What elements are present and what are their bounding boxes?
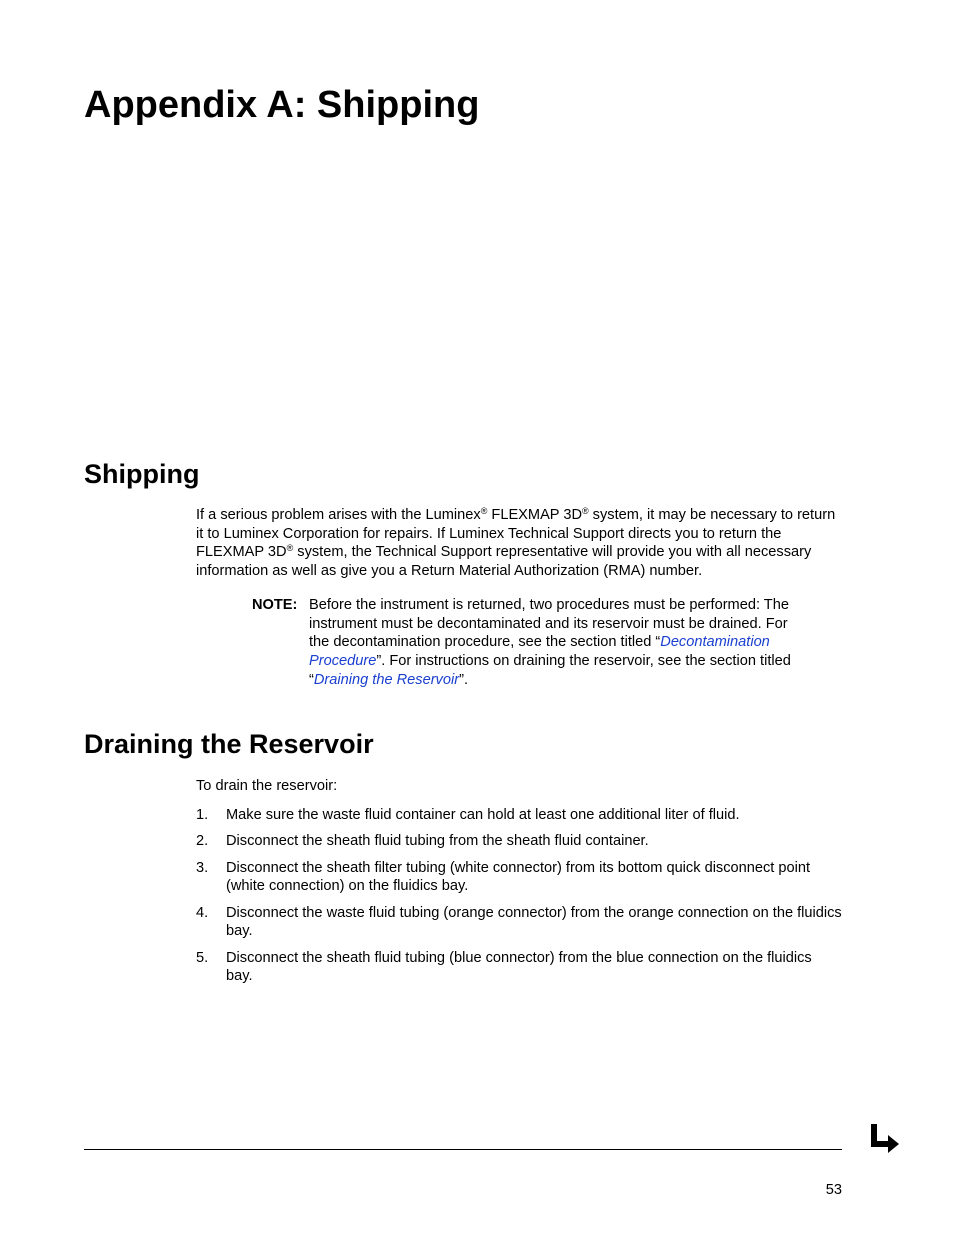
shipping-text-4: system, the Technical Support representative will provide you with all necessary information as well as give you a Return Material Authorization (RMA) number. [196, 544, 812, 580]
note-text-2: ”. For instructions on draining the reservoir, see the section titled “ [309, 653, 791, 688]
step-text: Disconnect the waste fluid tubing (orange connector) from the orange connection on the fluidics bay. [226, 904, 842, 940]
note-text-3: ”. [459, 671, 468, 688]
footer-divider [84, 1149, 842, 1150]
page-number: 53 [825, 1182, 842, 1198]
note-label: NOTE: [252, 597, 298, 613]
note-text [309, 596, 794, 690]
decontamination-link[interactable]: Decontamination Procedure [309, 634, 770, 670]
shipping-text-3: system, it may be necessary to return it to Luminex Corporation for repairs. If Luminex Technical Support directs you to return the FLEXMAP 3D [196, 507, 836, 561]
step-text: Disconnect the sheath fluid tubing (blue connector) from the blue connection on the fluidics bay. [226, 949, 812, 985]
step-text: Make sure the waste fluid container can hold at least one additional liter of fluid. [226, 807, 740, 823]
note-text-1: Before the instrument is returned, two procedures must be performed: The instrument must be decontaminated and its reservoir must be drained. For the decontamination procedure, see the section titled “ [309, 597, 789, 651]
step-number: 5. [196, 949, 209, 966]
step-number: 2. [196, 833, 209, 850]
step-item [196, 904, 842, 941]
step-item [196, 949, 842, 986]
shipping-paragraph [196, 506, 842, 581]
draining-reservoir-link[interactable]: Draining the Reservoir [313, 671, 460, 688]
draining-heading: Draining the Reservoir [84, 729, 374, 759]
step-number: 3. [196, 859, 209, 876]
step-item [196, 806, 842, 825]
registered-mark: ® [480, 506, 488, 516]
shipping-text-1: If a serious problem arises with the Luminex [196, 507, 481, 523]
registered-mark: ® [581, 506, 589, 516]
registered-mark: ® [286, 543, 294, 554]
step-item [196, 832, 842, 851]
step-text: Disconnect the sheath filter tubing (white connector) from its bottom quick disconnect point (white connection) on the fluidics bay. [226, 859, 811, 895]
chapter-title: Appendix A: Shipping [84, 84, 480, 126]
step-item [196, 859, 842, 896]
shipping-text-2: FLEXMAP 3D [487, 507, 582, 523]
draining-steps [196, 806, 842, 994]
continued-arrow-icon [868, 1124, 900, 1154]
shipping-heading: Shipping [84, 459, 200, 489]
step-text: Disconnect the sheath fluid tubing from the sheath fluid container. [226, 833, 649, 850]
step-number: 1. [196, 807, 209, 823]
step-number: 4. [196, 904, 209, 921]
draining-intro: To drain the reservoir: [196, 778, 338, 794]
